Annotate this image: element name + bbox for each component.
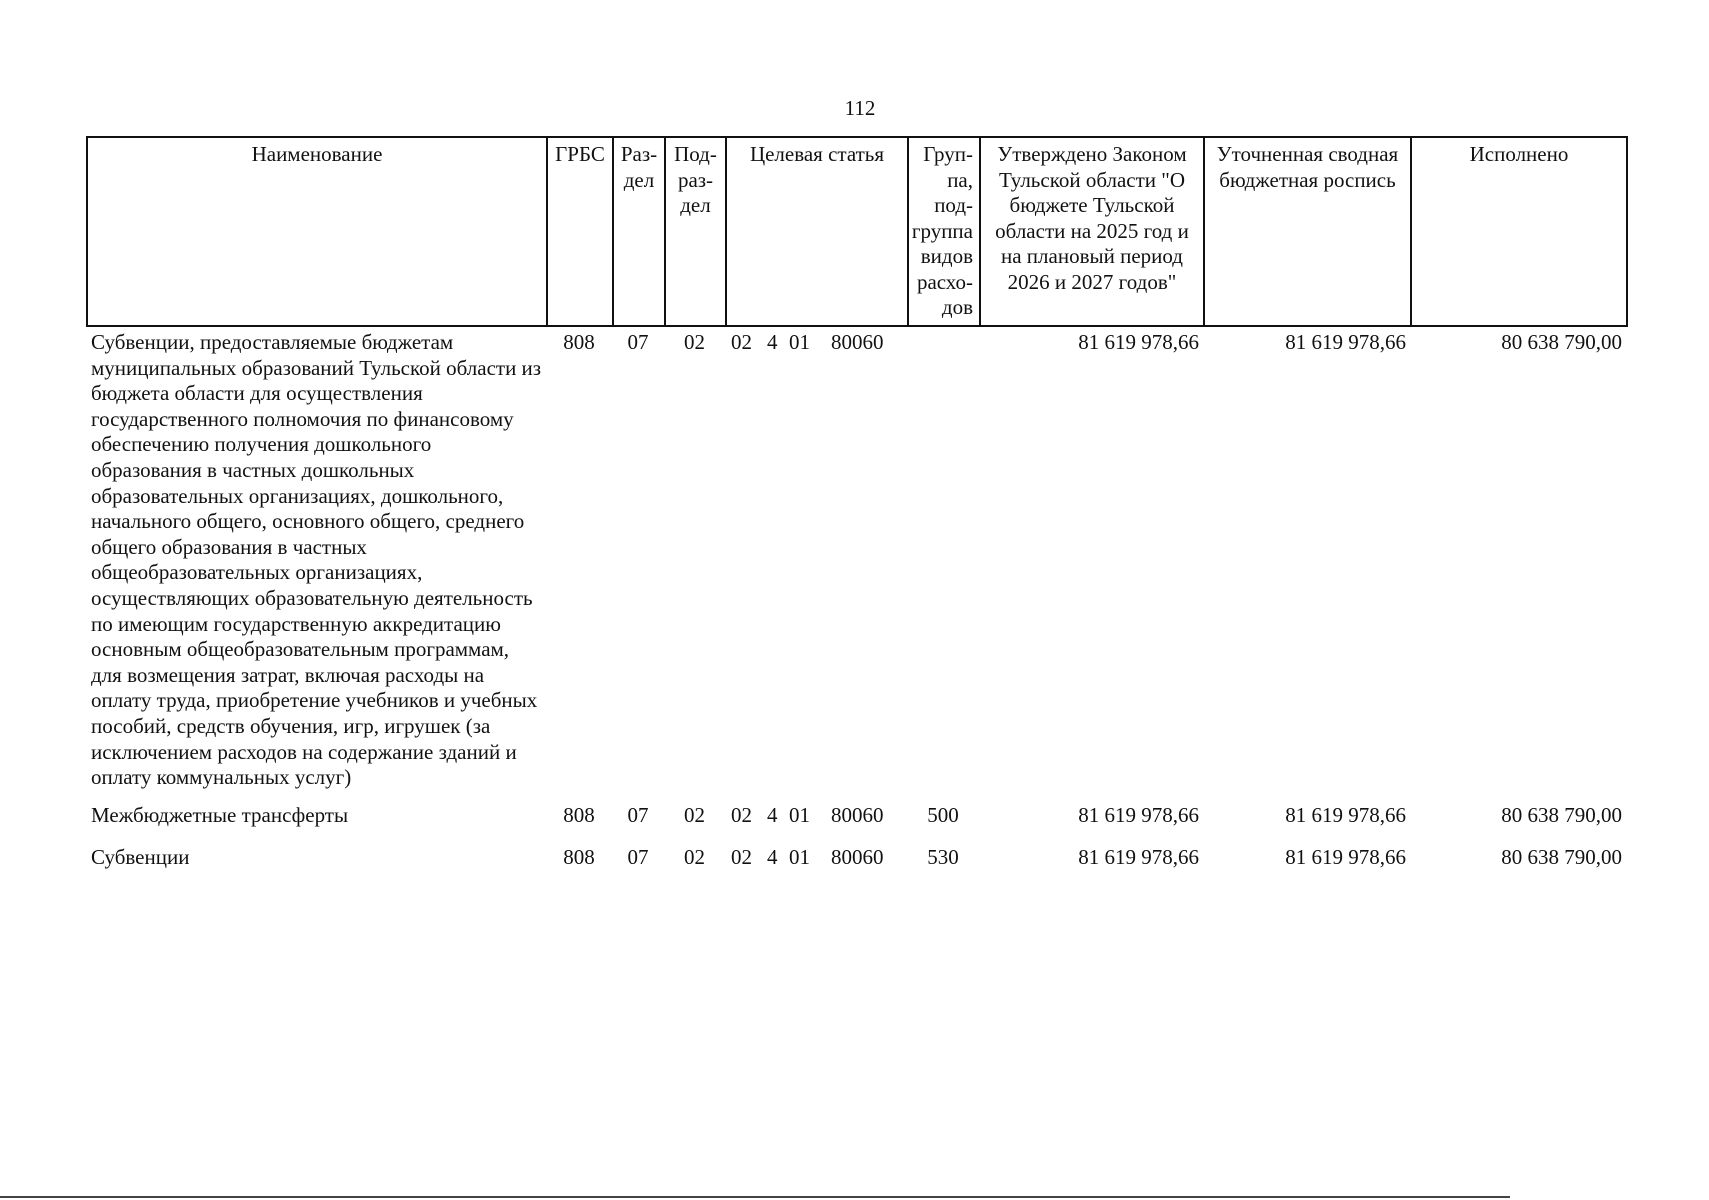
target-part-2: 4 [767,845,778,870]
row-group: 530 [927,845,959,870]
row-grbs: 808 [563,330,595,354]
row-target-article [725,330,907,803]
row-refined: 81 619 978,66 [1285,330,1406,354]
row-target-article [725,803,907,846]
target-part-3: 01 [789,802,810,827]
header-refined: Уточненная сводная бюджетная роспись [1204,137,1411,326]
target-part-2: 4 [767,330,778,354]
table-body [86,330,1626,888]
row-podrazdel: 02 [684,845,705,870]
target-part-1: 02 [731,330,752,354]
table-header [86,136,1628,327]
row-name: Межбюджетные трансферты [91,802,349,827]
row-podrazdel: 02 [684,330,705,354]
row-executed: 80 638 790,00 [1501,802,1622,827]
target-part-4: 80060 [831,845,884,870]
header-grbs: ГРБС [547,137,613,326]
row-group: 500 [927,802,959,827]
target-part-1: 02 [731,845,752,870]
row-grbs: 808 [563,802,595,827]
row-executed: 80 638 790,00 [1501,845,1622,870]
target-part-2: 4 [767,802,778,827]
row-razdel: 07 [627,845,649,870]
row-name: Субвенции [91,845,190,870]
table-row [86,845,1626,888]
row-executed: 80 638 790,00 [1501,330,1622,354]
row-razdel: 07 [627,330,649,354]
header-razdel: Раз- дел [613,137,665,326]
page-number: 112 [844,96,876,120]
table-row [86,330,1626,803]
row-approved: 81 619 978,66 [1078,845,1199,870]
target-part-4: 80060 [831,330,884,354]
row-grbs: 808 [563,845,595,870]
row-podrazdel: 02 [684,802,705,827]
header-name: Наименование [87,137,547,326]
header-approved: Утверждено Законом Тульской области "О бюджете Тульской области на 2025 год и на плановый период 2026 и 2027 годов" [980,137,1204,326]
row-razdel: 07 [627,802,649,827]
header-executed: Исполнено [1411,137,1627,326]
row-refined: 81 619 978,66 [1285,802,1406,827]
target-part-1: 02 [731,802,752,827]
row-group [907,330,979,803]
row-approved: 81 619 978,66 [1078,802,1199,827]
row-approved: 81 619 978,66 [1078,330,1199,354]
target-part-4: 80060 [831,802,884,827]
bottom-rule [0,1196,1510,1198]
row-name: Субвенции, предоставляемые бюджетам муниципальных образований Тульской области из бюджета области для осуществления государственного полномочия по финансовому обеспечению получения дошкольного образования в частных дошкольных образовательных организациях, дошкольного, начального общего, основного общего, среднего общего образования в частных общеобразовательных организациях, осуществляющих образовательную деятельность по имеющим государственную аккредитацию основным общеобразовательным программам, для возмещения затрат, включая расходы на оплату труда, приобретение учебников и учебных пособий, средств обучения, игр, игрушек (за исключением расходов на содержание зданий и оплату коммунальных услуг) [91,330,542,790]
header-group: Груп- па, под- группа видов расхо- дов [908,137,980,326]
row-refined: 81 619 978,66 [1285,845,1406,870]
table-row [86,803,1626,846]
header-target-article: Целевая статья [726,137,908,326]
header-podrazdel: Под- раз- дел [665,137,726,326]
target-part-3: 01 [789,845,810,870]
row-target-article [725,845,907,888]
target-part-3: 01 [789,330,810,354]
